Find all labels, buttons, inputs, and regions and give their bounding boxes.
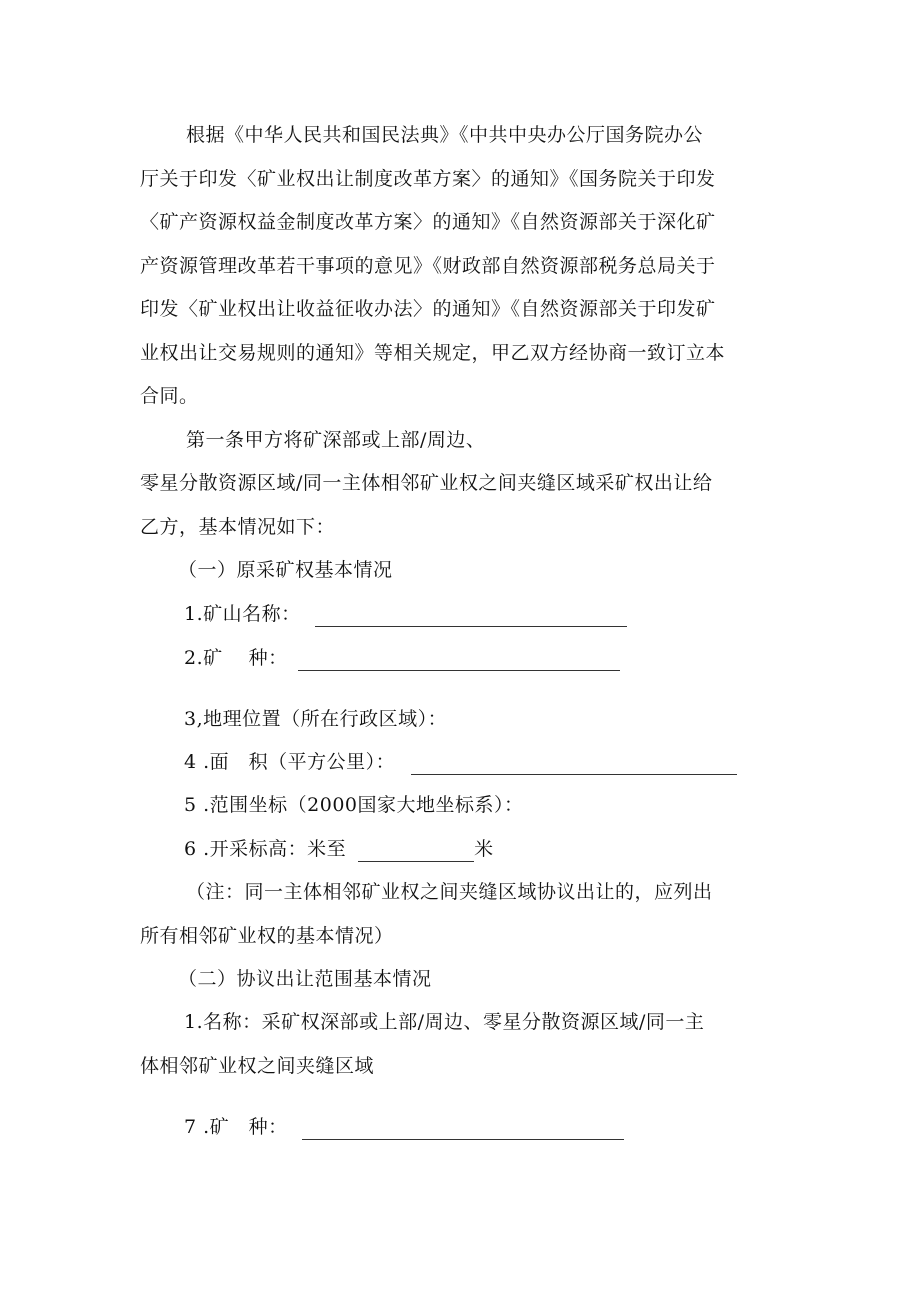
area-field [184, 749, 737, 775]
elevation-unit: 米 [474, 838, 494, 860]
article1-line-3: 乙方，基本情况如下： [140, 516, 336, 538]
section2-item1-line-2: 体相邻矿业权之间夹缝区域 [140, 1055, 375, 1077]
section2-heading: （二）协议出让范围基本情况 [178, 968, 432, 990]
section2-item1-line-1: 1.名称：采矿权深部或上部/周边、零星分散资源区域/同一主 [184, 1011, 705, 1033]
preamble-line-7: 合同。 [140, 385, 199, 407]
area-label: 4 .面 积（平方公里）： [184, 751, 396, 773]
elevation-field [184, 836, 494, 862]
preamble-line-1: 根据《中华人民共和国民法典》《中共中央办公厅国务院办公 [186, 124, 704, 146]
mine-name-blank [315, 606, 627, 627]
mineral-type-label: 2.矿 种： [184, 647, 288, 669]
section1-note-line-2: 所有相邻矿业权的基本情况） [140, 925, 394, 947]
preamble-line-3: 〈矿产资源权益金制度改革方案〉的通知》《自然资源部关于深化矿 [140, 211, 716, 233]
preamble-line-6: 业权出让交易规则的通知》等相关规定，甲乙双方经协商一致订立本 [140, 342, 726, 364]
article1-line-2: 零星分散资源区域/同一主体相邻矿业权之间夹缝区域采矿权出让给 [140, 472, 713, 494]
preamble-line-5: 印发〈矿业权出让收益征收办法〉的通知》《自然资源部关于印发矿 [140, 298, 716, 320]
section2-mineral-label: 7 .矿 种： [184, 1116, 288, 1138]
section2-mineral-field [184, 1114, 624, 1140]
mine-name-field [184, 601, 627, 627]
location-field: 3,地理位置（所在行政区域）： [184, 708, 448, 730]
section1-note-line-1: （注：同一主体相邻矿业权之间夹缝区域协议出让的，应列出 [186, 881, 713, 903]
area-blank [411, 754, 737, 775]
section1-heading: （一）原采矿权基本情况 [178, 559, 393, 581]
elevation-blank [358, 841, 474, 862]
preamble-line-4: 产资源管理改革若干事项的意见》《财政部自然资源部税务总局关于 [140, 255, 716, 277]
mine-name-label: 1.矿山名称： [184, 603, 301, 625]
section2-mineral-blank [302, 1119, 624, 1140]
preamble-line-2: 厅关于印发〈矿业权出让制度改革方案〉的通知》《国务院关于印发 [140, 168, 716, 190]
coordinates-field: 5 .范围坐标（2000国家大地坐标系）： [184, 794, 524, 816]
mineral-type-blank [298, 650, 620, 671]
article1-line-1: 第一条甲方将矿深部或上部/周边、 [186, 429, 486, 451]
elevation-label: 6 .开采标高：米至 [184, 838, 347, 860]
mineral-type-field [184, 645, 620, 671]
